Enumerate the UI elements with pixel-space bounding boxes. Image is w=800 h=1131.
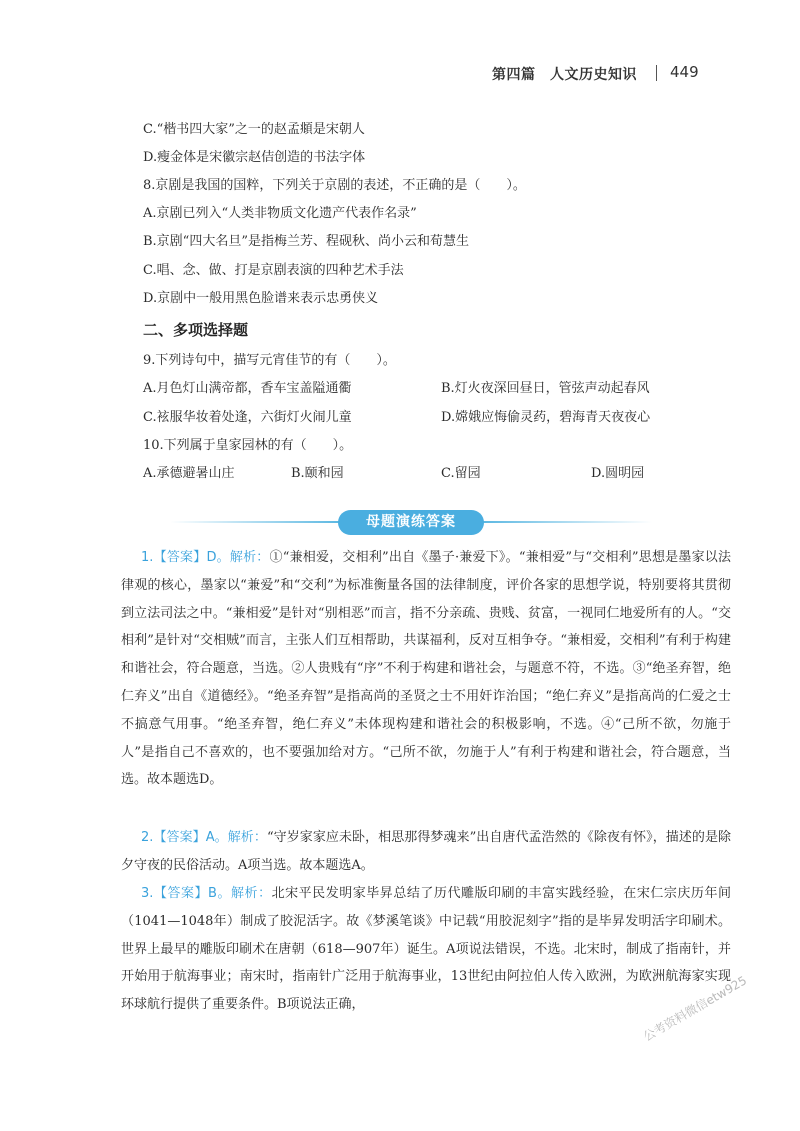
q8-option-c: C.唱、念、做、打是京剧表演的四种艺术手法 [143,263,404,278]
answer-1-text: ①“兼相爱，交相利”出自《墨子·兼爱下》。“兼相爱”与“交相利”思想是墨家以法律观的核心，墨家以“兼爱”和“交利”为标准衡量各国的法律制度，评价各家的思想学说，特别要将其贯彻到立法司法之中。“兼相爱”是针对“别相恶”而言，指不分亲疏、贵贱、贫富，一视同仁地爱所有的人。“交相利”是针对“交相贼”而言，主张人们互相帮助，共谋福利，反对互相争夺。“兼相爱，交相利”有利于构建和谐社会，符合题意，当选。②人贵贱有“序”不利于构建和谐社会，与题意不符，不选。③“绝圣弃智，绝仁弃义”出自《道德经》。“绝圣弃智”是指高尚的圣贤之士不用奸诈治国；“绝仁弃义”是指高尚的仁爱之士不搞意气用事。“绝圣弃智，绝仁弃义”未体现构建和谐社会的积极影响，不选。④“己所不欲，勿施于人”是指自己不喜欢的，也不要强加给对方。“己所不欲，勿施于人”有利于构建和谐社会，符合题意，当选。故本题选D。 [121,550,731,788]
q8-stem: 8.京剧是我国的国粹，下列关于京剧的表述，不正确的是（ ）。 [143,178,526,193]
q10-option-b: B.颐和园 [291,466,344,481]
answer-3 [121,880,731,1019]
answer-2-tag: 2.【答案】A。解析： [141,830,267,845]
answer-2 [121,824,731,880]
page-number: 449 [670,63,699,81]
banner-rule-right [482,521,652,523]
answer-3-tag: 3.【答案】B。解析： [141,886,272,901]
header-divider [656,65,657,81]
q10-option-a: A.承德避暑山庄 [143,466,235,481]
q9-option-c: C.袨服华妆着处逢，六街灯火闹儿童 [143,410,352,425]
q8-option-a: A.京剧已列入“人类非物质文化遗产代表作名录” [143,206,417,221]
chapter-title: 第四篇 人文历史知识 [492,67,637,83]
q10-option-d: D.圆明园 [591,466,645,481]
answer-3-text: 北宋平民发明家毕昇总结了历代雕版印刷的丰富实践经验，在宋仁宗庆历年间（1041—1048年）制成了胶泥活字。故《梦溪笔谈》中记载“用胶泥刻字”指的是毕昇发明活字印刷术。世界上最早的雕版印刷术在唐朝（618—907年）诞生。A项说法错误，不选。北宋时，制成了指南针，并开始用于航海事业；南宋时，指南针广泛用于航海事业，13世纪由阿拉伯人传入欧洲，为欧洲航海家实现环球航行提供了重要条件。B项说法正确， [121,886,731,1013]
q10-option-c: C.留园 [441,466,481,481]
running-header [430,64,730,86]
section-title-multiple-choice: 二、多项选择题 [143,321,249,339]
q9-option-b: B.灯火夜深回昼日，管弦声动起春风 [441,381,650,396]
q10-stem: 10.下列属于皇家园林的有（ ）。 [143,438,353,453]
answers-banner: 母题演练答案 [338,510,484,535]
q9-stem: 9.下列诗句中，描写元宵佳节的有（ ）。 [143,353,396,368]
answer-1-tag: 1.【答案】D。解析： [141,550,270,565]
q7-option-d: D.瘦金体是宋徽宗赵佶创造的书法字体 [143,150,366,165]
q9-option-a: A.月色灯山满帝都，香车宝盖隘通衢 [143,381,352,396]
watermark: 公考资料微信etw925 [641,973,750,1044]
q9-option-d: D.嫦娥应悔偷灵药，碧海青天夜夜心 [441,410,651,425]
q8-option-d: D.京剧中一般用黑色脸谱来表示忠勇侠义 [143,291,379,306]
q7-option-c: C.“楷书四大家”之一的赵孟頫是宋朝人 [143,122,365,137]
q8-option-b: B.京剧“四大名旦”是指梅兰芳、程砚秋、尚小云和荀慧生 [143,234,469,249]
answer-2-text: “守岁家家应未卧，相思那得梦魂来”出自唐代孟浩然的《除夜有怀》，描述的是除夕守夜的民俗活动。A项当选。故本题选A。 [121,830,732,873]
answer-1 [121,544,731,794]
banner-rule-left [170,521,340,523]
